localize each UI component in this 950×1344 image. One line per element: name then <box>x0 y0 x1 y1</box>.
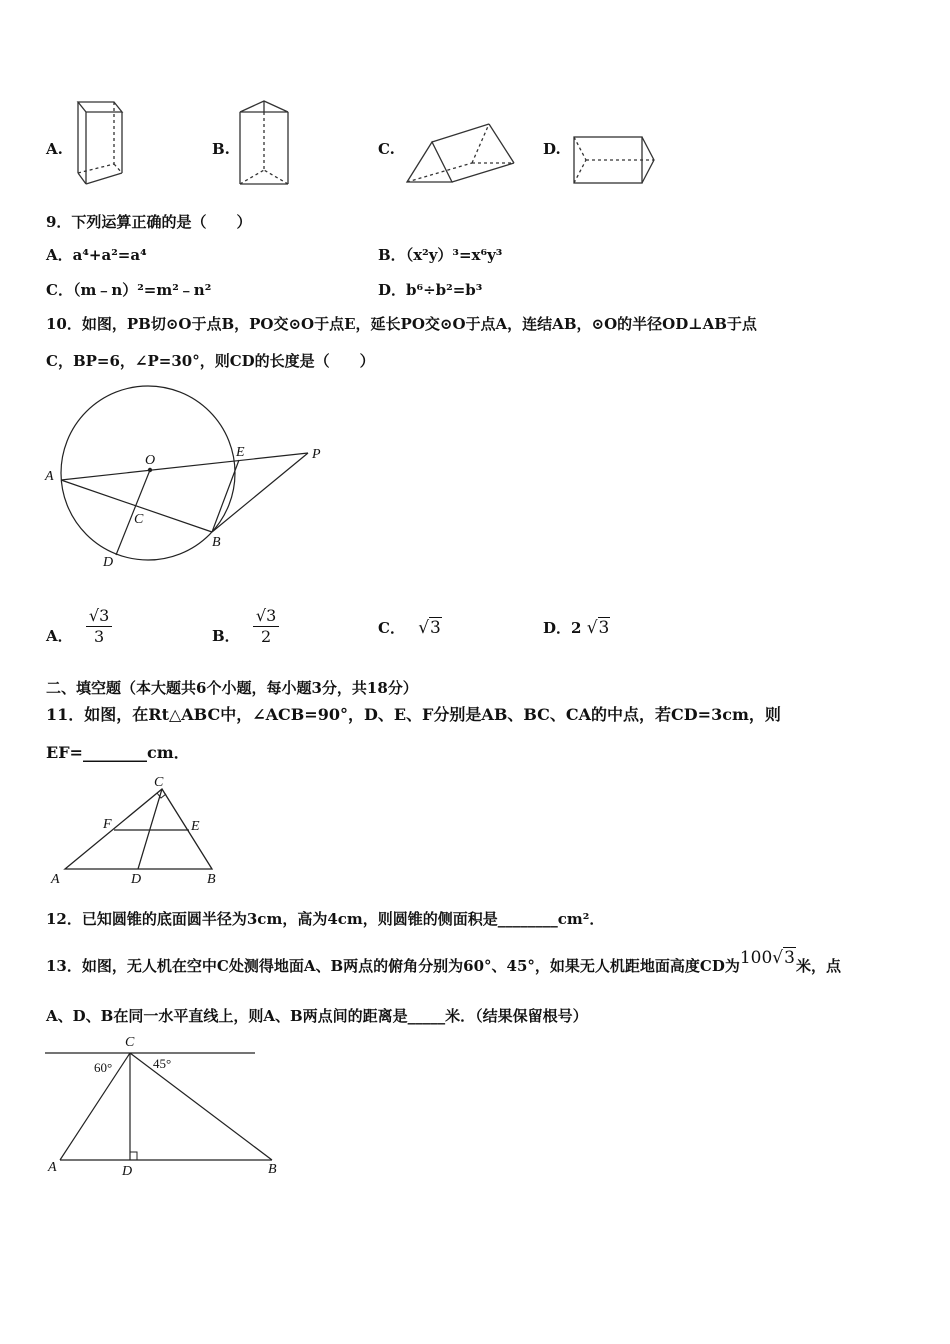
q11-label-e: E <box>191 819 200 834</box>
q13-label-b: B <box>268 1162 277 1177</box>
q8-option-c-figure <box>404 120 519 186</box>
q10-stem-line1: 10．如图，PB切⊙O于点B，PO交⊙O于点E，延长PO交⊙O于点A，连结AB，⊙O的半径OD⊥AB于点 <box>46 315 757 333</box>
q10-option-b: B． $\frac{√3}{2}$ <box>212 606 279 647</box>
q9-option-a: A．a⁴+a²=a⁴ <box>46 246 147 264</box>
q13-label-angle-60: 60° <box>94 1060 113 1075</box>
q10-option-a: A． $\frac{√3}{3}$ <box>46 606 112 647</box>
q13-stem-line1: 13．如图，无人机在空中C处测得地面A、B两点的俯角分别为60°、45°，如果无人机距地面高度CD为100√3米，点 <box>46 948 841 975</box>
q13-figure <box>40 1030 290 1180</box>
q11-stem-line2: EF=________cm． <box>46 743 190 762</box>
q8-option-b-figure <box>236 98 296 188</box>
q11-stem-line1: 11．如图，在Rt△ABC中，∠ACB=90°，D、E、F分别是AB、BC、CA的中点，若CD=3cm，则 <box>46 705 781 724</box>
q10-label-b: B <box>212 535 221 550</box>
q10-figure <box>40 380 340 575</box>
q12-stem: 12．已知圆锥的底面圆半径为3cm，高为4cm，则圆锥的侧面积是________cm²． <box>46 910 605 928</box>
q9-option-b: B．（x²y）³=x⁶y³ <box>378 246 503 264</box>
q11-label-f: F <box>103 817 112 832</box>
q9-option-d: D．b⁶÷b²=b³ <box>378 281 483 299</box>
q11-label-b: B <box>207 872 216 887</box>
q13-label-angle-45: 45° <box>153 1056 172 1071</box>
q10-option-c: C． √3 <box>378 618 441 638</box>
q8-option-a-figure <box>70 98 130 188</box>
q10-label-a: A <box>45 469 54 484</box>
q13-label-c: C <box>125 1035 135 1050</box>
q8-option-b-label: B. <box>212 140 230 158</box>
q11-line-cd <box>138 789 162 869</box>
q8-option-a-label: A. <box>46 140 63 158</box>
q11-label-a: A <box>51 872 60 887</box>
q11-label-d: D <box>131 872 142 887</box>
q10-option-d: D．2 √3 <box>543 618 610 638</box>
q10-label-e: E <box>236 445 245 460</box>
q8-option-d-figure <box>570 134 660 188</box>
q10-label-o: O <box>145 453 156 468</box>
q13-label-a: A <box>48 1160 57 1175</box>
q10-label-p: P <box>312 447 321 462</box>
q10-label-c: C <box>134 512 144 527</box>
q13-label-d: D <box>122 1164 133 1179</box>
q13-line-cb <box>130 1053 272 1160</box>
q11-label-c: C <box>154 775 164 790</box>
q10-circle <box>61 386 235 560</box>
q11-figure <box>45 770 235 890</box>
section2-title: 二、填空题（本大题共6个小题，每小题3分，共18分） <box>46 679 418 697</box>
q8-option-d-label: D. <box>543 140 561 158</box>
q10-label-d: D <box>103 555 114 570</box>
q13-stem-line2: A、D、B在同一水平直线上，则A、B两点间的距离是_____米．（结果保留根号） <box>46 1007 588 1025</box>
q9-option-c: C．（m﹣n）²=m²﹣n² <box>46 281 212 299</box>
q10-line-od <box>116 470 150 555</box>
q9-stem: 9．下列运算正确的是（ ） <box>46 213 252 231</box>
q11-triangle <box>65 789 212 869</box>
q10-line-ap <box>61 453 308 480</box>
q10-stem-line2: C，BP=6，∠P=30°，则CD的长度是（ ） <box>46 352 375 370</box>
q8-option-c-label: C. <box>378 140 395 158</box>
